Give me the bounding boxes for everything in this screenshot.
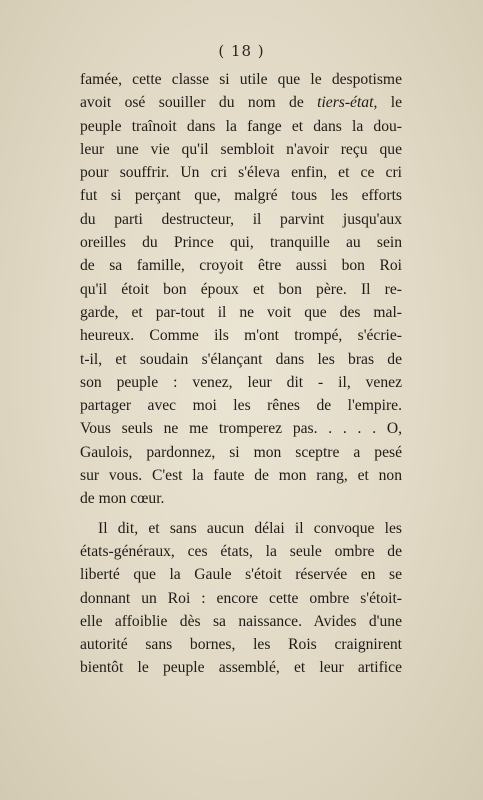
- text-line: leur une vie qu'il sembloit n'avoir reçu que: [80, 140, 402, 158]
- text-line: fut si perçant que, malgré tous les efforts: [80, 187, 402, 205]
- text-line: de sa famille, croyoit être aussi bon Roi: [80, 257, 402, 275]
- text-line: elle affoiblie dès sa naissance. Avides d'une: [80, 612, 402, 630]
- text-line: sur vous. C'est la faute de mon rang, et non: [80, 467, 402, 485]
- text-line: Il dit, et sans aucun délai il convoque les: [98, 519, 402, 537]
- text-line: oreilles du Prince qui, tranquille au sein: [80, 234, 402, 252]
- text-line: pour souffrir. Un cri s'éleva enfin, et ce cri: [80, 164, 402, 182]
- text-line: bientôt le peuple assemblé, et leur artifice: [80, 659, 402, 677]
- text-line: famée, cette classe si utile que le despotisme: [80, 71, 402, 88]
- body-text: [80, 68, 402, 680]
- paragraph: [80, 517, 402, 680]
- text-line: avoit osé souiller du nom de tiers-état, le: [80, 94, 402, 112]
- text-line: donnant un Roi : encore cette ombre s'étoit-: [80, 589, 402, 607]
- text-line: liberté que la Gaule s'étoit réservée en se: [80, 566, 402, 584]
- text-line: peuple traînoit dans la fange et dans la dou-: [80, 117, 402, 135]
- text-line: de mon cœur.: [80, 490, 165, 508]
- text-line: garde, et par-tout il ne voit que des mal-: [80, 303, 402, 321]
- page-number: ( 18 ): [218, 42, 265, 60]
- text-line: du parti destructeur, il parvint jusqu'aux: [80, 210, 402, 228]
- text-line: qu'il étoit bon époux et bon père. Il re-: [80, 280, 402, 298]
- text-line: Gaulois, pardonnez, si mon sceptre a pesé: [80, 443, 402, 461]
- italic-term: tiers-état: [317, 94, 374, 112]
- text-line: son peuple : venez, leur dit - il, venez: [80, 373, 402, 391]
- text-line: autorité sans bornes, les Rois craignirent: [80, 636, 402, 654]
- text-line: t-il, et soudain s'élançant dans les bras de: [80, 350, 402, 368]
- text-line: états-généraux, ces états, la seule ombre de: [80, 542, 402, 560]
- text-line: Vous seuls ne me tromperez pas. . . . . O,: [80, 420, 402, 438]
- text-line: heureux. Comme ils m'ont trompé, s'écrie-: [80, 327, 402, 345]
- paragraph: [80, 68, 402, 511]
- text-line: partager avec moi les rênes de l'empire.: [80, 397, 402, 415]
